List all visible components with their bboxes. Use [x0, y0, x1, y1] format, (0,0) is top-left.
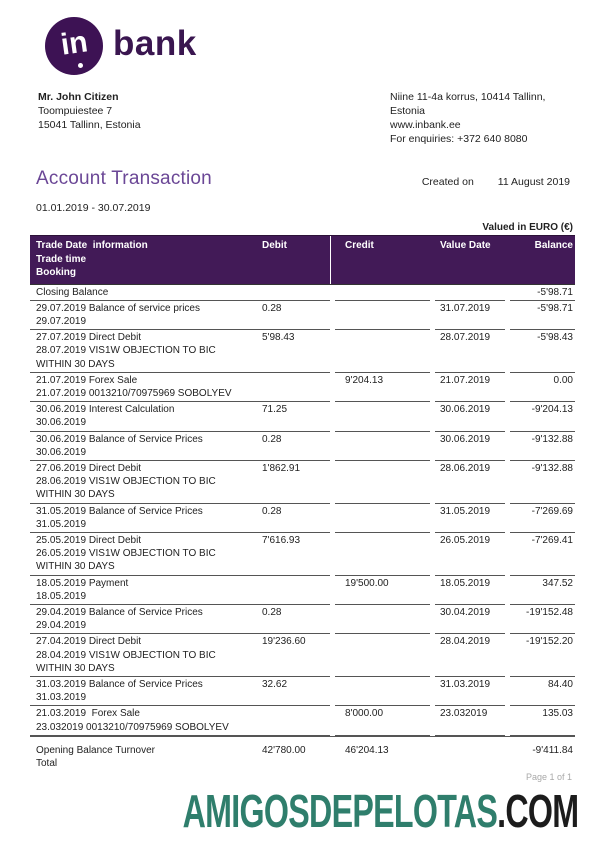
created-on-date: 11 August 2019	[497, 176, 570, 188]
summary-value-date-empty	[435, 744, 510, 770]
row-credit	[335, 677, 430, 706]
row-info: 27.04.2019 Direct Debit 28.04.2019 VIS1W OBJECTION TO BIC WITHIN 30 DAYS	[36, 636, 216, 674]
row-credit: 19'500.00	[335, 576, 430, 605]
table-row	[30, 533, 575, 576]
header-balance: Balance	[534, 240, 573, 251]
bank-contact-info	[390, 90, 575, 146]
row-info: 27.07.2019 Direct Debit 28.07.2019 VIS1W OBJECTION TO BIC WITHIN 30 DAYS	[36, 332, 216, 370]
recipient-address	[38, 90, 141, 146]
row-info: 18.05.2019 Payment 18.05.2019	[36, 577, 129, 602]
row-balance: 135.03	[510, 706, 575, 735]
row-info: 31.05.2019 Balance of Service Prices 31.05.2019	[36, 505, 203, 530]
table-row	[30, 285, 575, 301]
row-credit	[335, 504, 430, 533]
row-debit: 32.62	[262, 678, 288, 690]
row-debit	[256, 577, 335, 603]
row-balance: -5'98.71	[510, 285, 575, 301]
table-row	[30, 461, 575, 504]
row-debit: 71.25	[262, 404, 288, 416]
row-credit	[335, 301, 430, 330]
statement-period: 01.01.2019 - 30.07.2019	[36, 202, 151, 214]
row-credit: 8'000.00	[335, 706, 430, 735]
row-balance: 84.40	[510, 677, 575, 706]
table-row	[30, 605, 575, 634]
row-value-date: 30.06.2019	[435, 432, 505, 461]
row-credit	[335, 432, 430, 461]
row-value-date: 28.07.2019	[435, 330, 505, 373]
row-balance: -9'132.88	[510, 432, 575, 461]
table-row	[30, 330, 575, 373]
row-balance: -9'132.88	[510, 461, 575, 504]
row-debit: 1'862.91	[262, 462, 301, 474]
header-trade-time: Trade time	[36, 253, 87, 265]
watermark-logo	[182, 784, 578, 838]
row-credit	[335, 461, 430, 504]
row-value-date: 31.07.2019	[435, 301, 505, 330]
row-balance: -5'98.43	[510, 330, 575, 373]
row-debit: 5'98.43	[262, 332, 295, 344]
recipient-name: Mr. John Citizen	[38, 91, 119, 103]
recipient-street: Toompuiestee 7	[38, 105, 113, 117]
table-row	[30, 504, 575, 533]
row-value-date: 18.05.2019	[435, 576, 505, 605]
row-debit	[256, 707, 335, 733]
table-row	[30, 634, 575, 677]
row-debit: 7'616.93	[262, 534, 301, 546]
watermark-main-text: AMIGOSDEPELOTAS	[182, 785, 497, 837]
table-row	[30, 432, 575, 461]
table-row	[30, 576, 575, 605]
row-info: 25.05.2019 Direct Debit 26.05.2019 VIS1W OBJECTION TO BIC WITHIN 30 DAYS	[36, 534, 216, 573]
summary-credit: 46'204.13	[345, 744, 389, 756]
row-debit: 0.28	[262, 505, 282, 517]
row-value-date: 30.06.2019	[435, 402, 505, 431]
row-balance: -9'204.13	[510, 402, 575, 431]
table-row	[30, 402, 575, 431]
row-debit	[256, 374, 335, 400]
table-row	[30, 373, 575, 402]
recipient-city: 15041 Tallinn, Estonia	[38, 119, 141, 131]
row-credit: 9'204.13	[335, 373, 430, 402]
row-debit	[256, 286, 335, 299]
summary-label-line2: Total	[36, 758, 58, 769]
transaction-rows	[30, 285, 575, 736]
bank-address-line1: Niine 11-4a korrus, 10414 Tallinn,	[390, 91, 546, 103]
row-balance: -19'152.20	[510, 634, 575, 677]
header-booking: Booking	[36, 267, 76, 278]
header-trade-date: Trade Date information	[36, 240, 148, 251]
row-credit	[335, 605, 430, 634]
bank-website: www.inbank.ee	[390, 119, 461, 131]
row-value-date: 23.032019	[435, 706, 505, 735]
header-debit: Debit	[262, 240, 287, 251]
page-number: Page 1 of 1	[525, 772, 572, 782]
table-row	[30, 301, 575, 330]
row-value-date: 31.03.2019	[435, 677, 505, 706]
row-balance: -7'269.41	[510, 533, 575, 576]
row-debit: 0.28	[262, 302, 282, 314]
header-credit: Credit	[345, 240, 374, 251]
inbank-logo	[45, 0, 575, 76]
address-section	[30, 90, 575, 146]
summary-label-line1: Opening Balance Turnover	[36, 744, 155, 756]
row-info: 30.06.2019 Interest Calculation 30.06.2019	[36, 404, 175, 429]
transaction-table	[30, 235, 575, 770]
row-info: 21.07.2019 Forex Sale 21.07.2019 0013210/70975969 SOBOLYEV	[36, 374, 232, 399]
logo-dot-icon	[78, 63, 83, 68]
row-balance: 0.00	[510, 373, 575, 402]
table-row	[30, 677, 575, 706]
row-info: 21.03.2019 Forex Sale 23.032019 0013210/70975969 SOBOLYEV	[36, 708, 229, 733]
valued-in-label: Valued in EURO (€)	[482, 222, 573, 233]
row-info: 31.03.2019 Balance of Service Prices 31.03.2019	[36, 678, 203, 704]
bank-address-line2: Estonia	[390, 105, 426, 117]
row-info: 27.06.2019 Direct Debit 28.06.2019 VIS1W OBJECTION TO BIC WITHIN 30 DAYS	[36, 462, 216, 501]
row-credit	[335, 285, 430, 301]
row-value-date: 26.05.2019	[435, 533, 505, 576]
row-value-date: 28.06.2019	[435, 461, 505, 504]
row-balance: -19'152.48	[510, 605, 575, 634]
row-value-date	[435, 285, 505, 301]
row-value-date: 30.04.2019	[435, 605, 505, 634]
summary-row	[30, 736, 575, 770]
row-value-date: 31.05.2019	[435, 504, 505, 533]
row-value-date: 28.04.2019	[435, 634, 505, 677]
row-credit	[335, 533, 430, 576]
watermark-suffix-text: .COM	[496, 785, 578, 837]
row-balance: 347.52	[510, 576, 575, 605]
row-balance: -5'98.71	[510, 301, 575, 330]
row-info: 30.06.2019 Balance of Service Prices 30.06.2019	[36, 433, 203, 458]
row-debit: 19'236.60	[262, 636, 306, 648]
row-value-date: 21.07.2019	[435, 373, 505, 402]
header-column-separator	[330, 236, 331, 284]
row-info: Closing Balance	[36, 286, 109, 298]
created-on	[422, 176, 570, 188]
row-debit: 0.28	[262, 606, 282, 618]
page-title: Account Transaction	[36, 168, 212, 189]
summary-debit: 42'780.00	[262, 744, 306, 756]
logo-wordmark: bank	[113, 24, 197, 63]
row-info: 29.04.2019 Balance of Service Prices 29.04.2019	[36, 606, 203, 632]
header-value-date: Value Date	[440, 240, 491, 251]
logo-circle-text: in	[58, 25, 90, 62]
table-row	[30, 706, 575, 735]
row-credit	[335, 634, 430, 677]
title-row	[36, 168, 575, 190]
row-debit: 0.28	[262, 433, 282, 445]
row-credit	[335, 402, 430, 431]
row-info: 29.07.2019 Balance of service prices 29.07.2019	[36, 302, 200, 327]
table-header	[30, 235, 575, 285]
summary-balance: -9'411.84	[532, 744, 573, 756]
row-balance: -7'269.69	[510, 504, 575, 533]
created-on-label: Created on	[421, 176, 474, 188]
inbank-logo-icon	[45, 17, 103, 75]
bank-phone: For enquiries: +372 640 8080	[390, 133, 528, 145]
row-credit	[335, 330, 430, 373]
